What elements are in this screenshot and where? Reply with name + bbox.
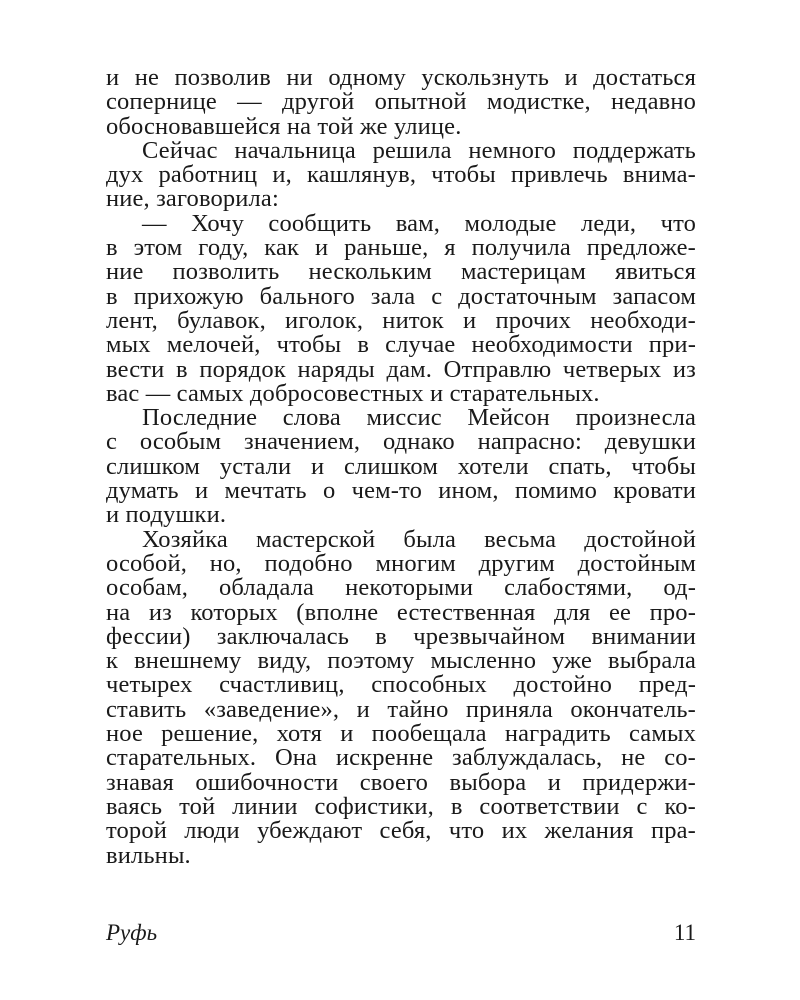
text-line: Сейчас начальница решила немного поддержать: [142, 136, 696, 164]
text-line: в прихожую бального зала с достаточным запасом: [106, 282, 696, 310]
text-line: слишком устали и слишком хотели спать, чтобы: [106, 452, 696, 480]
text-line: лент, булавок, иголок, ниток и прочих необходи-: [106, 306, 696, 334]
page-number: 11: [673, 920, 696, 945]
text-line: дух работниц и, кашлянув, чтобы привлечь внима-: [106, 161, 696, 189]
text-line: ваясь той линии софистики, в соответствии с ко-: [106, 792, 696, 820]
text-line: вас — самых добросовестных и старательных.: [106, 379, 600, 407]
page-body: [106, 66, 696, 868]
text-line: и не позволив ни одному ускользнуть и достаться: [106, 64, 696, 91]
text-line: торой люди убеждают себя, что их желания пра-: [106, 817, 696, 845]
text-line: знавая ошибочности своего выбора и придержи-: [106, 768, 696, 796]
text-line: фессии) заключалась в чрезвычайном внимании: [106, 622, 696, 650]
text-line: вильны.: [106, 841, 191, 869]
text-line: четырех счастливиц, способных достойно пред-: [106, 671, 696, 699]
text-line: Хозяйка мастерской была весьма достойной: [142, 525, 696, 553]
text-line: мых мелочей, чтобы в случае необходимости при-: [106, 331, 696, 359]
text-line: обосновавшейся на той же улице.: [106, 112, 462, 140]
text-line: — Хочу сообщить вам, молодые леди, что: [142, 209, 696, 237]
text-line: думать и мечтать о чем-то ином, помимо кровати: [106, 477, 696, 505]
text-line: ное решение, хотя и пообещала наградить самых: [106, 720, 696, 748]
text-line: вести в порядок наряды дам. Отправлю четверых из: [106, 355, 696, 383]
text-line: к внешнему виду, поэтому мысленно уже выбрала: [106, 647, 696, 675]
text-line: ставить «заведение», и тайно приняла окончатель-: [106, 695, 696, 723]
text-line: с особым значением, однако напрасно: девушки: [106, 428, 696, 456]
running-title: Руфь: [106, 920, 158, 945]
text-line: ние позволить нескольким мастерицам явиться: [106, 258, 696, 286]
text-line: и подушки.: [106, 501, 227, 529]
page-footer: [106, 920, 696, 948]
text-line: Последние слова миссис Мейсон произнесла: [142, 404, 696, 432]
text-line: особам, обладала некоторыми слабостями, од-: [106, 574, 696, 602]
text-line: особой, но, подобно многим другим достойным: [106, 549, 696, 577]
text-line: на из которых (вполне естественная для ее про-: [106, 598, 696, 626]
text-line: сопернице — другой опытной модистке, недавно: [106, 88, 696, 116]
text-line: ние, заговорила:: [106, 185, 279, 213]
text-line: старательных. Она искренне заблуждалась, не со-: [106, 744, 696, 772]
text-line: в этом году, как и раньше, я получила предложе-: [106, 234, 696, 262]
